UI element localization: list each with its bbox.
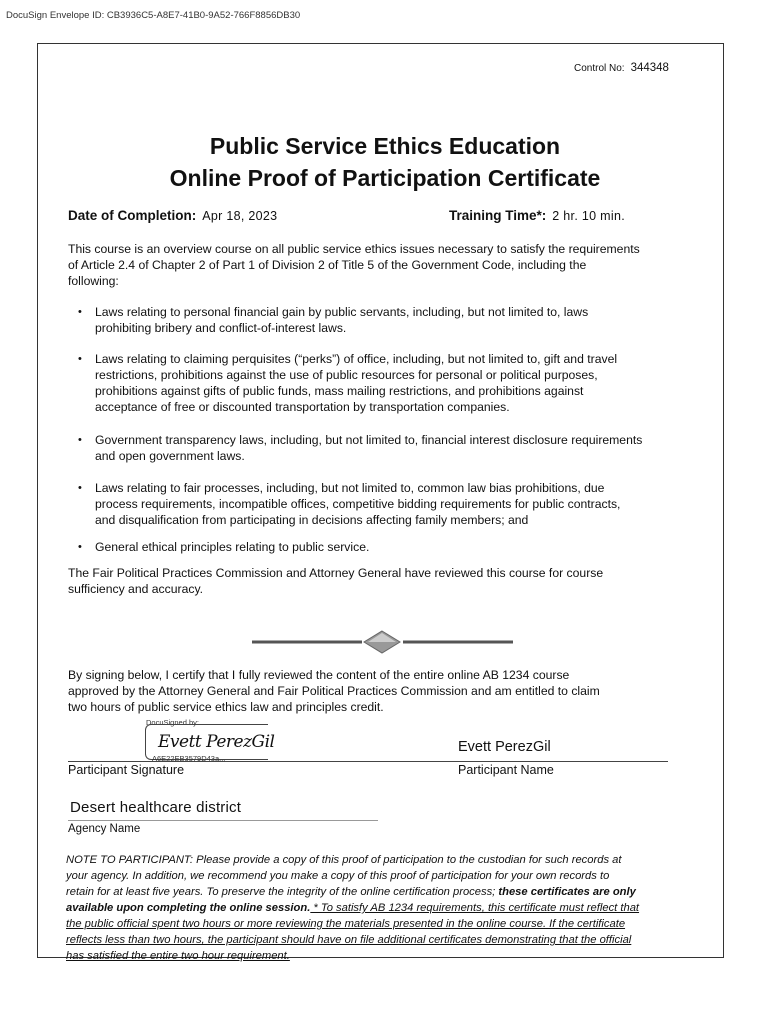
text-line: NOTE TO PARTICIPANT: Please provide a copy of this proof of participation to the custodian for such records at (66, 854, 622, 866)
text-line: By signing below, I certify that I fully reviewed the content of the entire online AB 1234 course (68, 668, 570, 682)
note-emphasis: available upon completing the online session. (66, 902, 311, 914)
text-line: process requirements, incompatible offices, competitive bidding requirements for public contracts, (95, 497, 621, 511)
text-line (66, 884, 722, 900)
training-value: 2 hr. 10 min. (552, 209, 625, 223)
text-line: approved by the Attorney General and Fair Political Practices Commission and am entitled to claim (68, 684, 600, 698)
text-line: • Laws relating to personal financial gain by public servants, including, but not limited to, laws (95, 305, 589, 319)
intro-paragraph (68, 241, 720, 289)
list-item (68, 351, 720, 415)
signature-id: A6E22EB3579D43a... (152, 754, 226, 763)
signature-line (68, 761, 668, 762)
text-line: • Government transparency laws, including, but not limited to, financial interest disclosure requirements (95, 433, 643, 447)
ornament-divider-icon (250, 630, 515, 654)
agency-name: Desert healthcare district (70, 799, 242, 816)
text-line: • Laws relating to fair processes, including, but not limited to, common law bias prohibitions, due (95, 481, 605, 495)
text-line: and disqualification from participating in decisions affecting family members; and (95, 513, 529, 527)
list-item (68, 539, 720, 555)
signature-label: Participant Signature (68, 763, 185, 777)
text-line: two hours of public service ethics law and principles credit. (68, 700, 384, 714)
control-label: Control No: (574, 63, 625, 74)
text-line: has satisfied the entire two hour requirement. (66, 950, 290, 962)
agency-label: Agency Name (68, 823, 141, 835)
text-line: This course is an overview course on all public service ethics issues necessary to satisfy the requirements (68, 242, 640, 256)
participant-name: Evett PerezGil (458, 739, 551, 755)
text-line: restrictions, prohibitions against the use of public resources for personal or political purposes, (95, 368, 598, 382)
training-label: Training Time*: (449, 208, 547, 223)
envelope-id: DocuSign Envelope ID: CB3936C5-A8E7-41B0-9A52-766F8856DB30 (6, 10, 301, 21)
control-number (574, 62, 669, 74)
review-paragraph (68, 565, 720, 597)
note-underlined: * To satisfy AB 1234 requirements, this certificate must reflect that (310, 902, 640, 914)
text-line: sufficiency and accuracy. (68, 582, 204, 596)
handwritten-signature: Evett PerezGil (158, 732, 275, 752)
completion-date (68, 207, 277, 225)
page-title-line1: Public Service Ethics Education (209, 133, 561, 159)
training-time (449, 207, 625, 225)
participant-note (66, 852, 722, 964)
docusigned-label: DocuSigned by: (146, 718, 199, 727)
text-line: • Laws relating to claiming perquisites (“perks”) of office, including, but not limited to, gift and travel (95, 352, 618, 366)
text-line (66, 900, 722, 916)
list-item (68, 304, 720, 336)
text-line: reflects less than two hours, the participant should have on file additional certificates demonstrating that the official (66, 934, 632, 946)
text-line: the public official spent two hours or more reviewing the materials presented in the online course. If the certificate (66, 918, 626, 930)
agency-line (68, 820, 378, 821)
text-line: of Article 2.4 of Chapter 2 of Part 1 of Division 2 of Title 5 of the Government Code, including the (68, 258, 587, 272)
text-line: acceptance of free or discounted transportation by transportation companies. (95, 400, 510, 414)
page-title-line2: Online Proof of Participation Certificate (169, 165, 601, 191)
text-line: • General ethical principles relating to public service. (95, 540, 370, 554)
control-value: 344348 (630, 62, 669, 74)
note-text: retain for at least five years. To preserve the integrity of the online certification process; (66, 886, 499, 898)
text-line: following: (68, 274, 119, 288)
text-line: your agency. In addition, we recommend you make a copy of this proof of participation for your own records to (66, 870, 610, 882)
text-line: and open government laws. (95, 449, 245, 463)
list-item (68, 480, 720, 528)
list-item (68, 432, 720, 464)
completion-label: Date of Completion: (68, 208, 197, 223)
text-line: prohibitions against gifts of public funds, mass mailing restrictions, and prohibitions against (95, 384, 584, 398)
participant-name-label: Participant Name (458, 763, 554, 777)
note-emphasis: these certificates are only (498, 886, 636, 898)
certification-paragraph (68, 667, 720, 715)
completion-value: Apr 18, 2023 (202, 209, 278, 223)
text-line: The Fair Political Practices Commission and Attorney General have reviewed this course for course (68, 566, 604, 580)
text-line: prohibiting bribery and conflict-of-interest laws. (95, 321, 347, 335)
